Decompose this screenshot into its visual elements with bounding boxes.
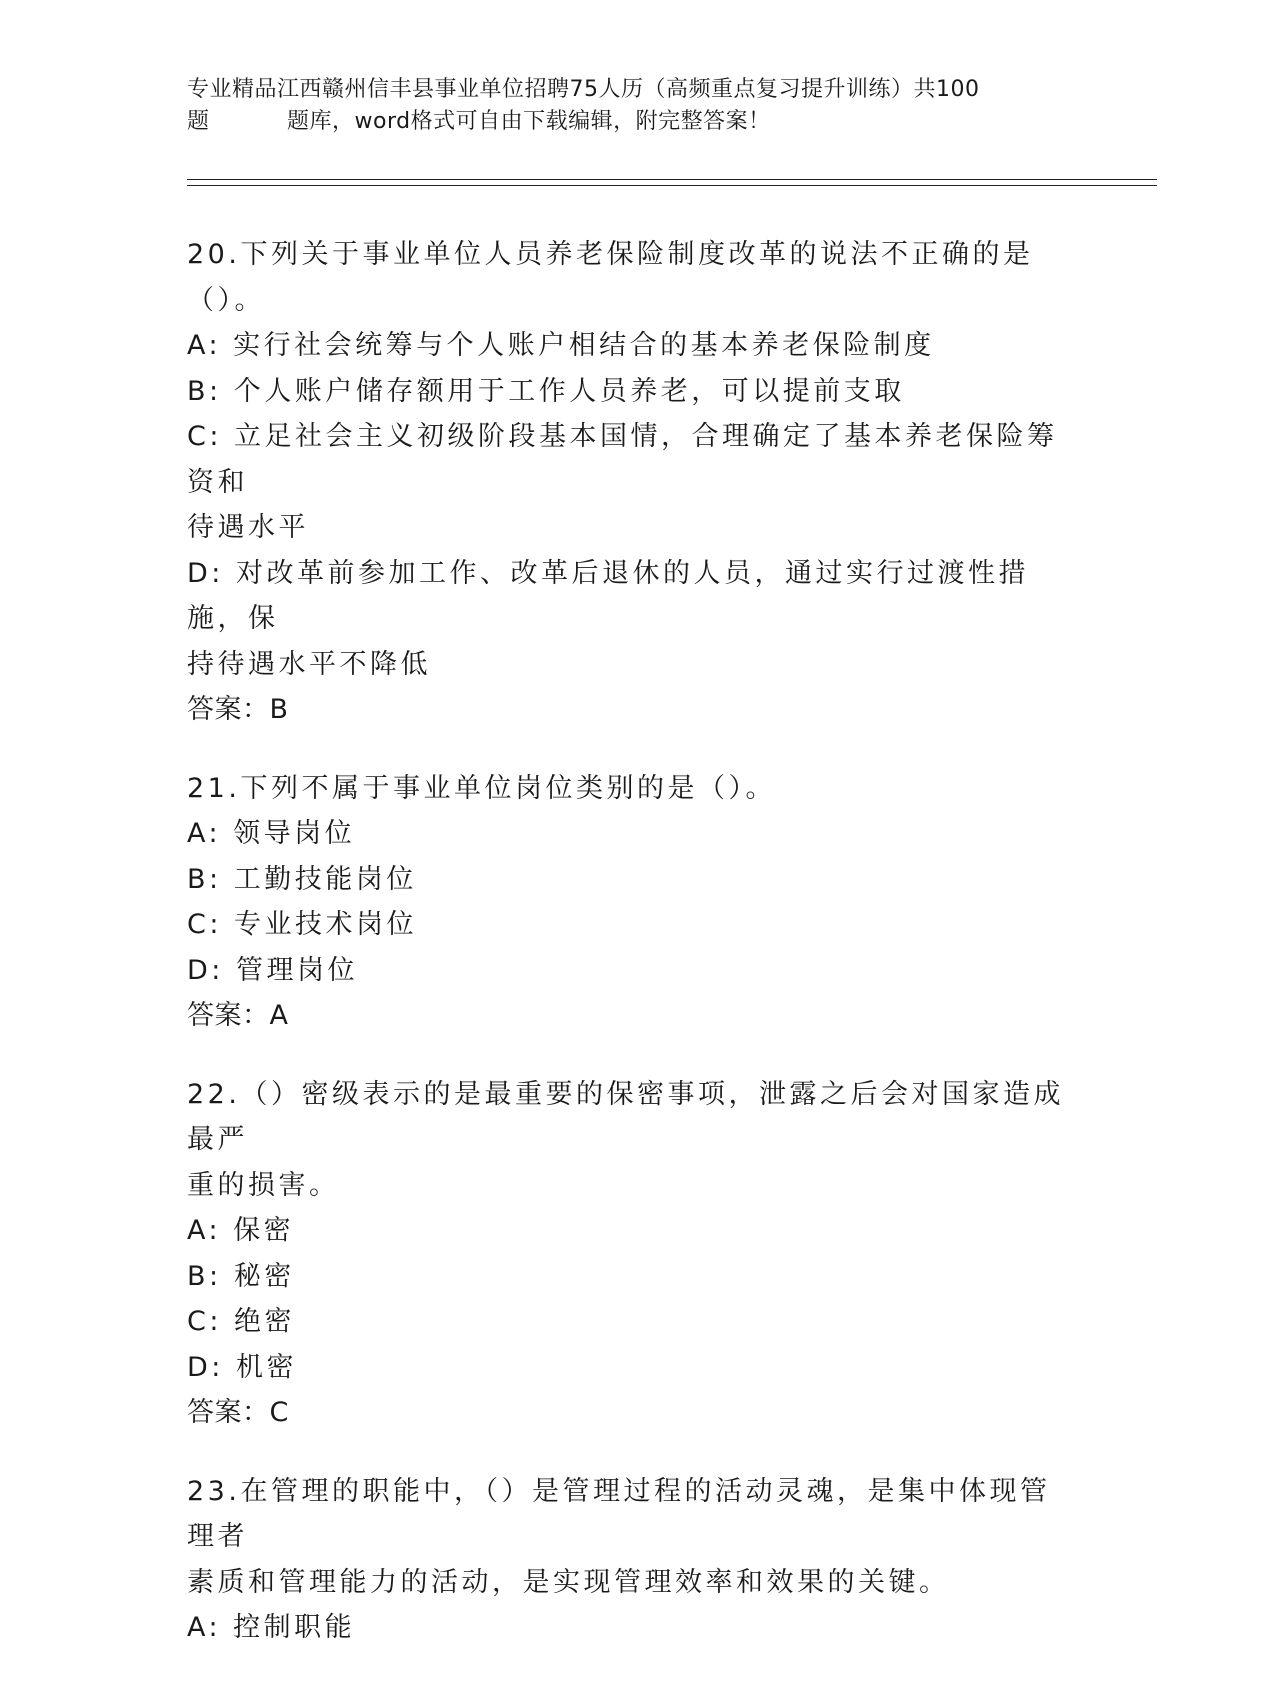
- question-stem: [187, 1072, 1067, 1209]
- header-title-line-1: 专业精品江西赣州信丰县事业单位招聘75人历（高频重点复习提升训练）共100: [187, 77, 980, 102]
- question-stem-line-1: 23.在管理的职能中，（）是管理过程的活动灵魂，是集中体现管理者: [187, 1475, 1051, 1552]
- document-header: [187, 74, 1067, 138]
- header-line-2-left: 题: [187, 109, 210, 134]
- option-a: A: 控制职能: [187, 1612, 356, 1643]
- header-divider-top: [187, 179, 1157, 180]
- question-stem-line-2: 重的损害。: [187, 1169, 340, 1201]
- question-21: [187, 766, 1067, 1039]
- option-c: [187, 414, 1067, 551]
- option-b: B: 秘密: [187, 1260, 295, 1292]
- option-a: A: 实行社会统筹与个人账户相结合的基本养老保险制度: [187, 330, 935, 361]
- header-divider-bottom: [187, 185, 1157, 186]
- question-20: [187, 232, 1067, 733]
- question-23: [187, 1469, 1067, 1651]
- answer: 答案：A: [187, 1000, 289, 1031]
- question-stem-line-2: 素质和管理能力的活动，是实现管理效率和效果的关键。: [187, 1566, 950, 1598]
- option-d: D: 机密: [187, 1351, 297, 1383]
- option-d: D: 管理岗位: [187, 954, 358, 986]
- question-stem-line-1: 22.（）密级表示的是最重要的保密事项，泄露之后会对国家造成最严: [187, 1078, 1064, 1155]
- answer: 答案：C: [187, 1397, 289, 1428]
- option-c-line-1: C: 立足社会主义初级阶段基本国情，合理确定了基本养老保险筹资和: [187, 421, 1058, 498]
- option-a: A: 保密: [187, 1215, 295, 1246]
- option-c-line-2: 待遇水平: [187, 512, 309, 543]
- option-c: C: 绝密: [187, 1306, 296, 1337]
- option-d-line-2: 持待遇水平不降低: [187, 648, 431, 680]
- question-stem: 21.下列不属于事业单位岗位类别的是（）。: [187, 772, 776, 804]
- question-22: [187, 1072, 1067, 1436]
- header-title-line-2: [187, 106, 1067, 138]
- question-stem: [187, 1469, 1067, 1606]
- option-a: A: 领导岗位: [187, 818, 356, 849]
- question-stem: 20.下列关于事业单位人员养老保险制度改革的说法不正确的是（）。: [187, 239, 1034, 316]
- question-list: [187, 232, 1067, 1684]
- header-line-2-right: 题库，word格式可自由下载编辑，附完整答案！: [287, 109, 771, 134]
- option-b: B: 工勤技能岗位: [187, 863, 417, 895]
- option-d: [187, 551, 1067, 688]
- option-b: B: 个人账户储存额用于工作人员养老，可以提前支取: [187, 375, 905, 407]
- answer: 答案：B: [187, 694, 289, 725]
- option-c: C: 专业技术岗位: [187, 909, 418, 940]
- option-d-line-1: D: 对改革前参加工作、改革后退休的人员，通过实行过渡性措施，保: [187, 557, 1029, 634]
